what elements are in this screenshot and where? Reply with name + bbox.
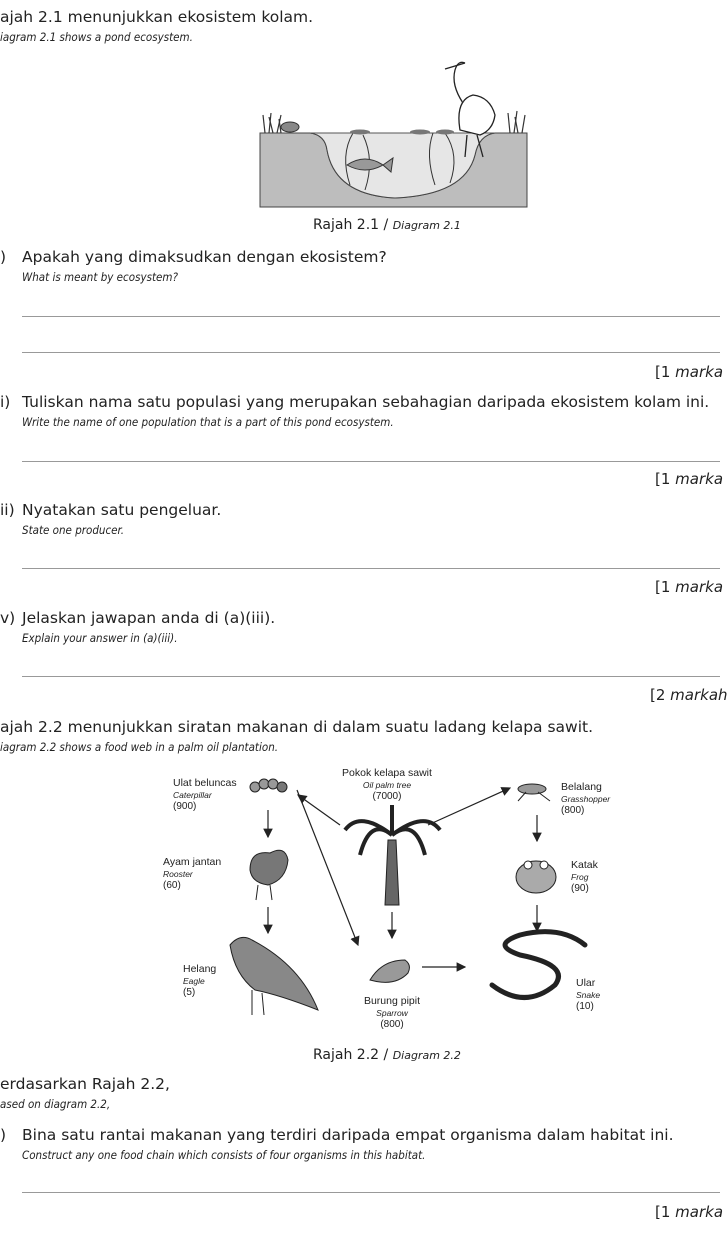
question-a-iv-english: Explain your answer in (a)(iii). — [22, 631, 178, 645]
caterpillar-label: Ulat beluncas Caterpillar (900) — [173, 777, 237, 812]
caterpillar-icon — [250, 779, 287, 792]
grasshopper-icon — [518, 784, 550, 801]
question-a-ii-text: Tuliskan nama satu populasi yang merupakan sebahagian daripada ekosistem kolam ini. — [22, 393, 710, 411]
arrow-palm-to-grasshopper — [428, 788, 510, 825]
snake-icon — [492, 932, 585, 998]
question-a-iv-text: Jelaskan jawapan anda di (a)(iii). — [22, 609, 276, 627]
sparrow-label: Burung pipit Sparrow (800) — [363, 995, 421, 1030]
section-2-2-intro-english: iagram 2.2 shows a food web in a palm oil plantation. — [0, 740, 279, 754]
rooster-icon — [250, 850, 288, 900]
question-a-iii-english: State one producer. — [22, 523, 125, 537]
marks-label: [1 marka — [655, 470, 724, 488]
answer-line[interactable] — [22, 568, 720, 569]
diagram-2-2-caption: Rajah 2.2 / Diagram 2.2 — [313, 1047, 461, 1063]
palm-tree-icon — [345, 805, 440, 905]
marks-label: [2 markah — [650, 686, 728, 704]
palm-tree-label: Pokok kelapa sawit Oil palm tree (7000) — [342, 767, 432, 802]
answer-line[interactable] — [22, 461, 720, 462]
question-a-iv-number: v) — [0, 609, 16, 627]
marks-label: [1 marka — [655, 578, 724, 596]
based-on-diagram: erdasarkan Rajah 2.2, — [0, 1075, 170, 1093]
section-2-2-intro: ajah 2.2 menunjukkan siratan makanan di dalam suatu ladang kelapa sawit. — [0, 718, 594, 736]
pond-ecosystem-diagram — [255, 55, 535, 215]
question-a-i-english: What is meant by ecosystem? — [22, 270, 178, 284]
question-b-i-english: Construct any one food chain which consists of four organisms in this habitat. — [22, 1148, 426, 1162]
question-a-iii-number: ii) — [0, 501, 15, 519]
eagle-icon — [230, 937, 318, 1015]
grasshopper-label: Belalang Grasshopper (800) — [561, 781, 611, 816]
answer-line[interactable] — [22, 1192, 720, 1193]
answer-line[interactable] — [22, 352, 720, 353]
marks-label: [1 marka — [655, 363, 724, 381]
diagram-2-1-caption: Rajah 2.1 / Diagram 2.1 — [313, 217, 461, 233]
question-a-i-text: Apakah yang dimaksudkan dengan ekosistem? — [22, 248, 387, 266]
frog-label: Katak Frog (90) — [571, 859, 598, 894]
eagle-label: Helang Eagle (5) — [183, 963, 217, 998]
based-on-diagram-english: ased on diagram 2.2, — [0, 1097, 111, 1111]
question-b-i-text: Bina satu rantai makanan yang terdiri daripada empat organisma dalam habitat ini. — [22, 1126, 674, 1144]
question-b-i-number: ) — [0, 1126, 7, 1144]
marks-label: [1 marka — [655, 1203, 724, 1221]
rooster-label: Ayam jantan Rooster (60) — [163, 856, 222, 891]
question-a-iii-text: Nyatakan satu pengeluar. — [22, 501, 222, 519]
question-a-ii-number: i) — [0, 393, 11, 411]
section-2-1-intro-english: iagram 2.1 shows a pond ecosystem. — [0, 30, 193, 44]
answer-line[interactable] — [22, 676, 720, 677]
frog-icon — [516, 861, 556, 893]
question-a-i-number: ) — [0, 248, 7, 266]
sparrow-icon — [370, 960, 409, 982]
answer-line[interactable] — [22, 316, 720, 317]
question-a-ii-english: Write the name of one population that is a part of this pond ecosystem. — [22, 415, 394, 429]
snake-label: Ular Snake (10) — [576, 977, 601, 1012]
section-2-1-intro: ajah 2.1 menunjukkan ekosistem kolam. — [0, 8, 314, 26]
arrow-caterpillar-to-sparrow — [297, 790, 358, 945]
